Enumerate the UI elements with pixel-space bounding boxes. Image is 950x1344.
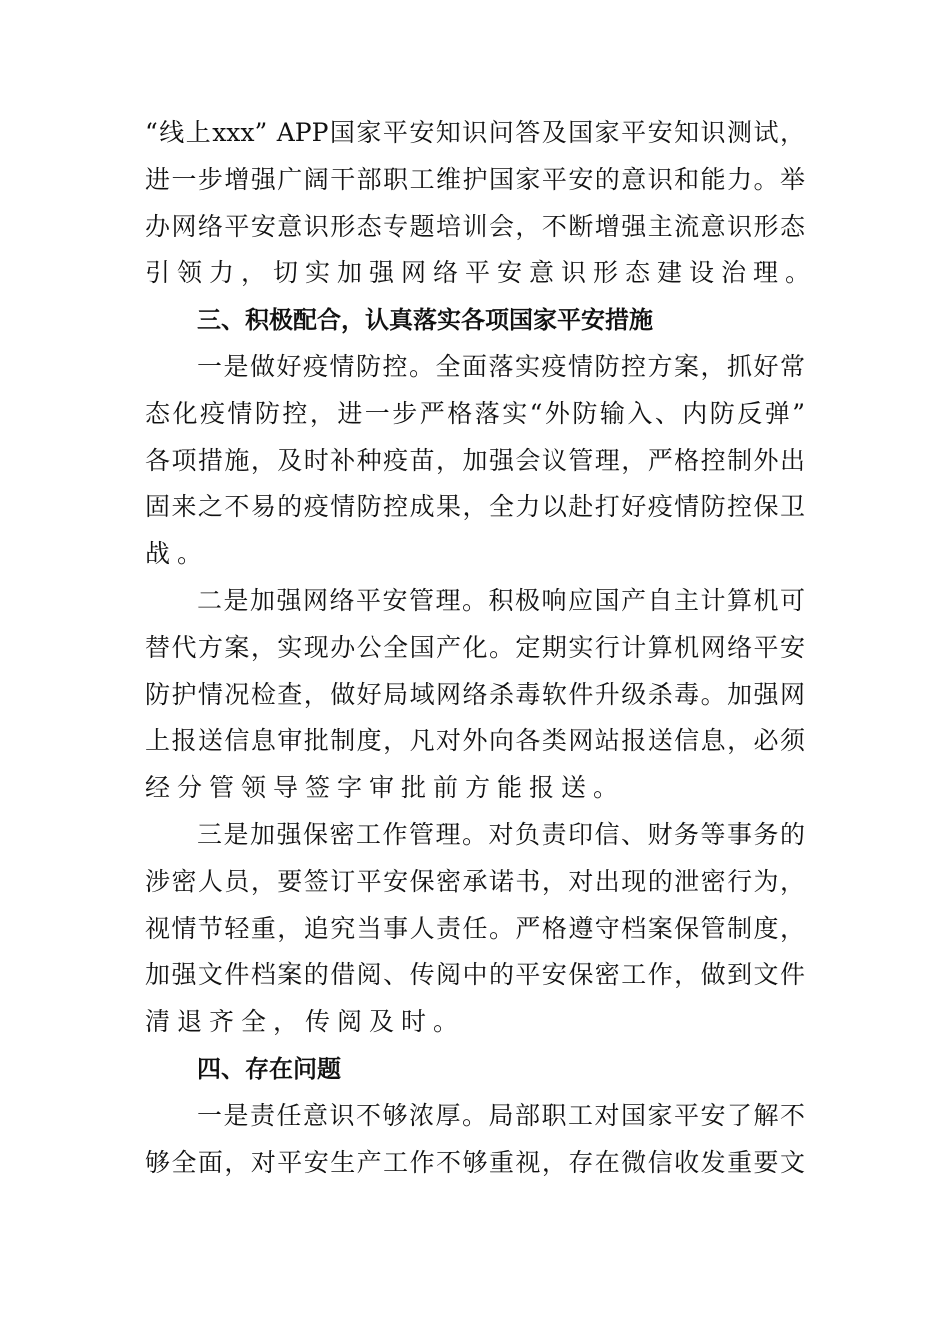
text-line: 战。 (145, 539, 210, 569)
text-line: 固来之不易的疫情防控成果，全力以赴打好疫情防控保卫 (145, 492, 805, 522)
section-heading: 四、存在问题 (197, 1054, 341, 1083)
text-line: 经分管领导签字审批前方能报送。 (145, 773, 626, 803)
text-line: 清退齐全，传阅及时。 (145, 1007, 466, 1037)
text-line: 一是责任意识不够浓厚。局部职工对国家平安了解不 (197, 1100, 805, 1130)
text-line: 进一步增强广阔干部职工维护国家平安的意识和能力。举 (145, 164, 805, 194)
text-line: 加强文件档案的借阅、传阅中的平安保密工作，做到文件 (145, 960, 805, 990)
section-heading: 三、积极配合，认真落实各项国家平安措施 (197, 306, 653, 335)
text-line: 引领力，切实加强网络平安意识形态建设治理。 (145, 258, 818, 288)
text-line: 视情节轻重，追究当事人责任。严格遵守档案保管制度， (145, 913, 805, 943)
text-line: 够全面，对平安生产工作不够重视，存在微信收发重要文 (145, 1147, 805, 1177)
text-line: 二是加强网络平安管理。积极响应国产自主计算机可 (197, 585, 805, 615)
text-line: “线上xxx” APP国家平安知识问答及国家平安知识测试， (145, 118, 805, 147)
text-line: 防护情况检查，做好局域网络杀毒软件升级杀毒。加强网 (145, 679, 805, 709)
text-line: 各项措施，及时补种疫苗，加强会议管理，严格控制外出 (145, 445, 805, 475)
text-line: 涉密人员，要签订平安保密承诺书，对出现的泄密行为， (145, 866, 805, 896)
text-line: 上报送信息审批制度，凡对外向各类网站报送信息，必须 (145, 726, 805, 756)
text-line: 态化疫情防控，进一步严格落实“外防输入、内防反弹” (145, 398, 805, 428)
document-page (145, 110, 818, 1186)
text-line: 一是做好疫情防控。全面落实疫情防控方案，抓好常 (197, 351, 805, 381)
text-line: 替代方案，实现办公全国产化。定期实行计算机网络平安 (145, 632, 805, 662)
text-line: 三是加强保密工作管理。对负责印信、财务等事务的 (197, 819, 805, 849)
text-line: 办网络平安意识形态专题培训会，不断增强主流意识形态 (145, 211, 805, 241)
